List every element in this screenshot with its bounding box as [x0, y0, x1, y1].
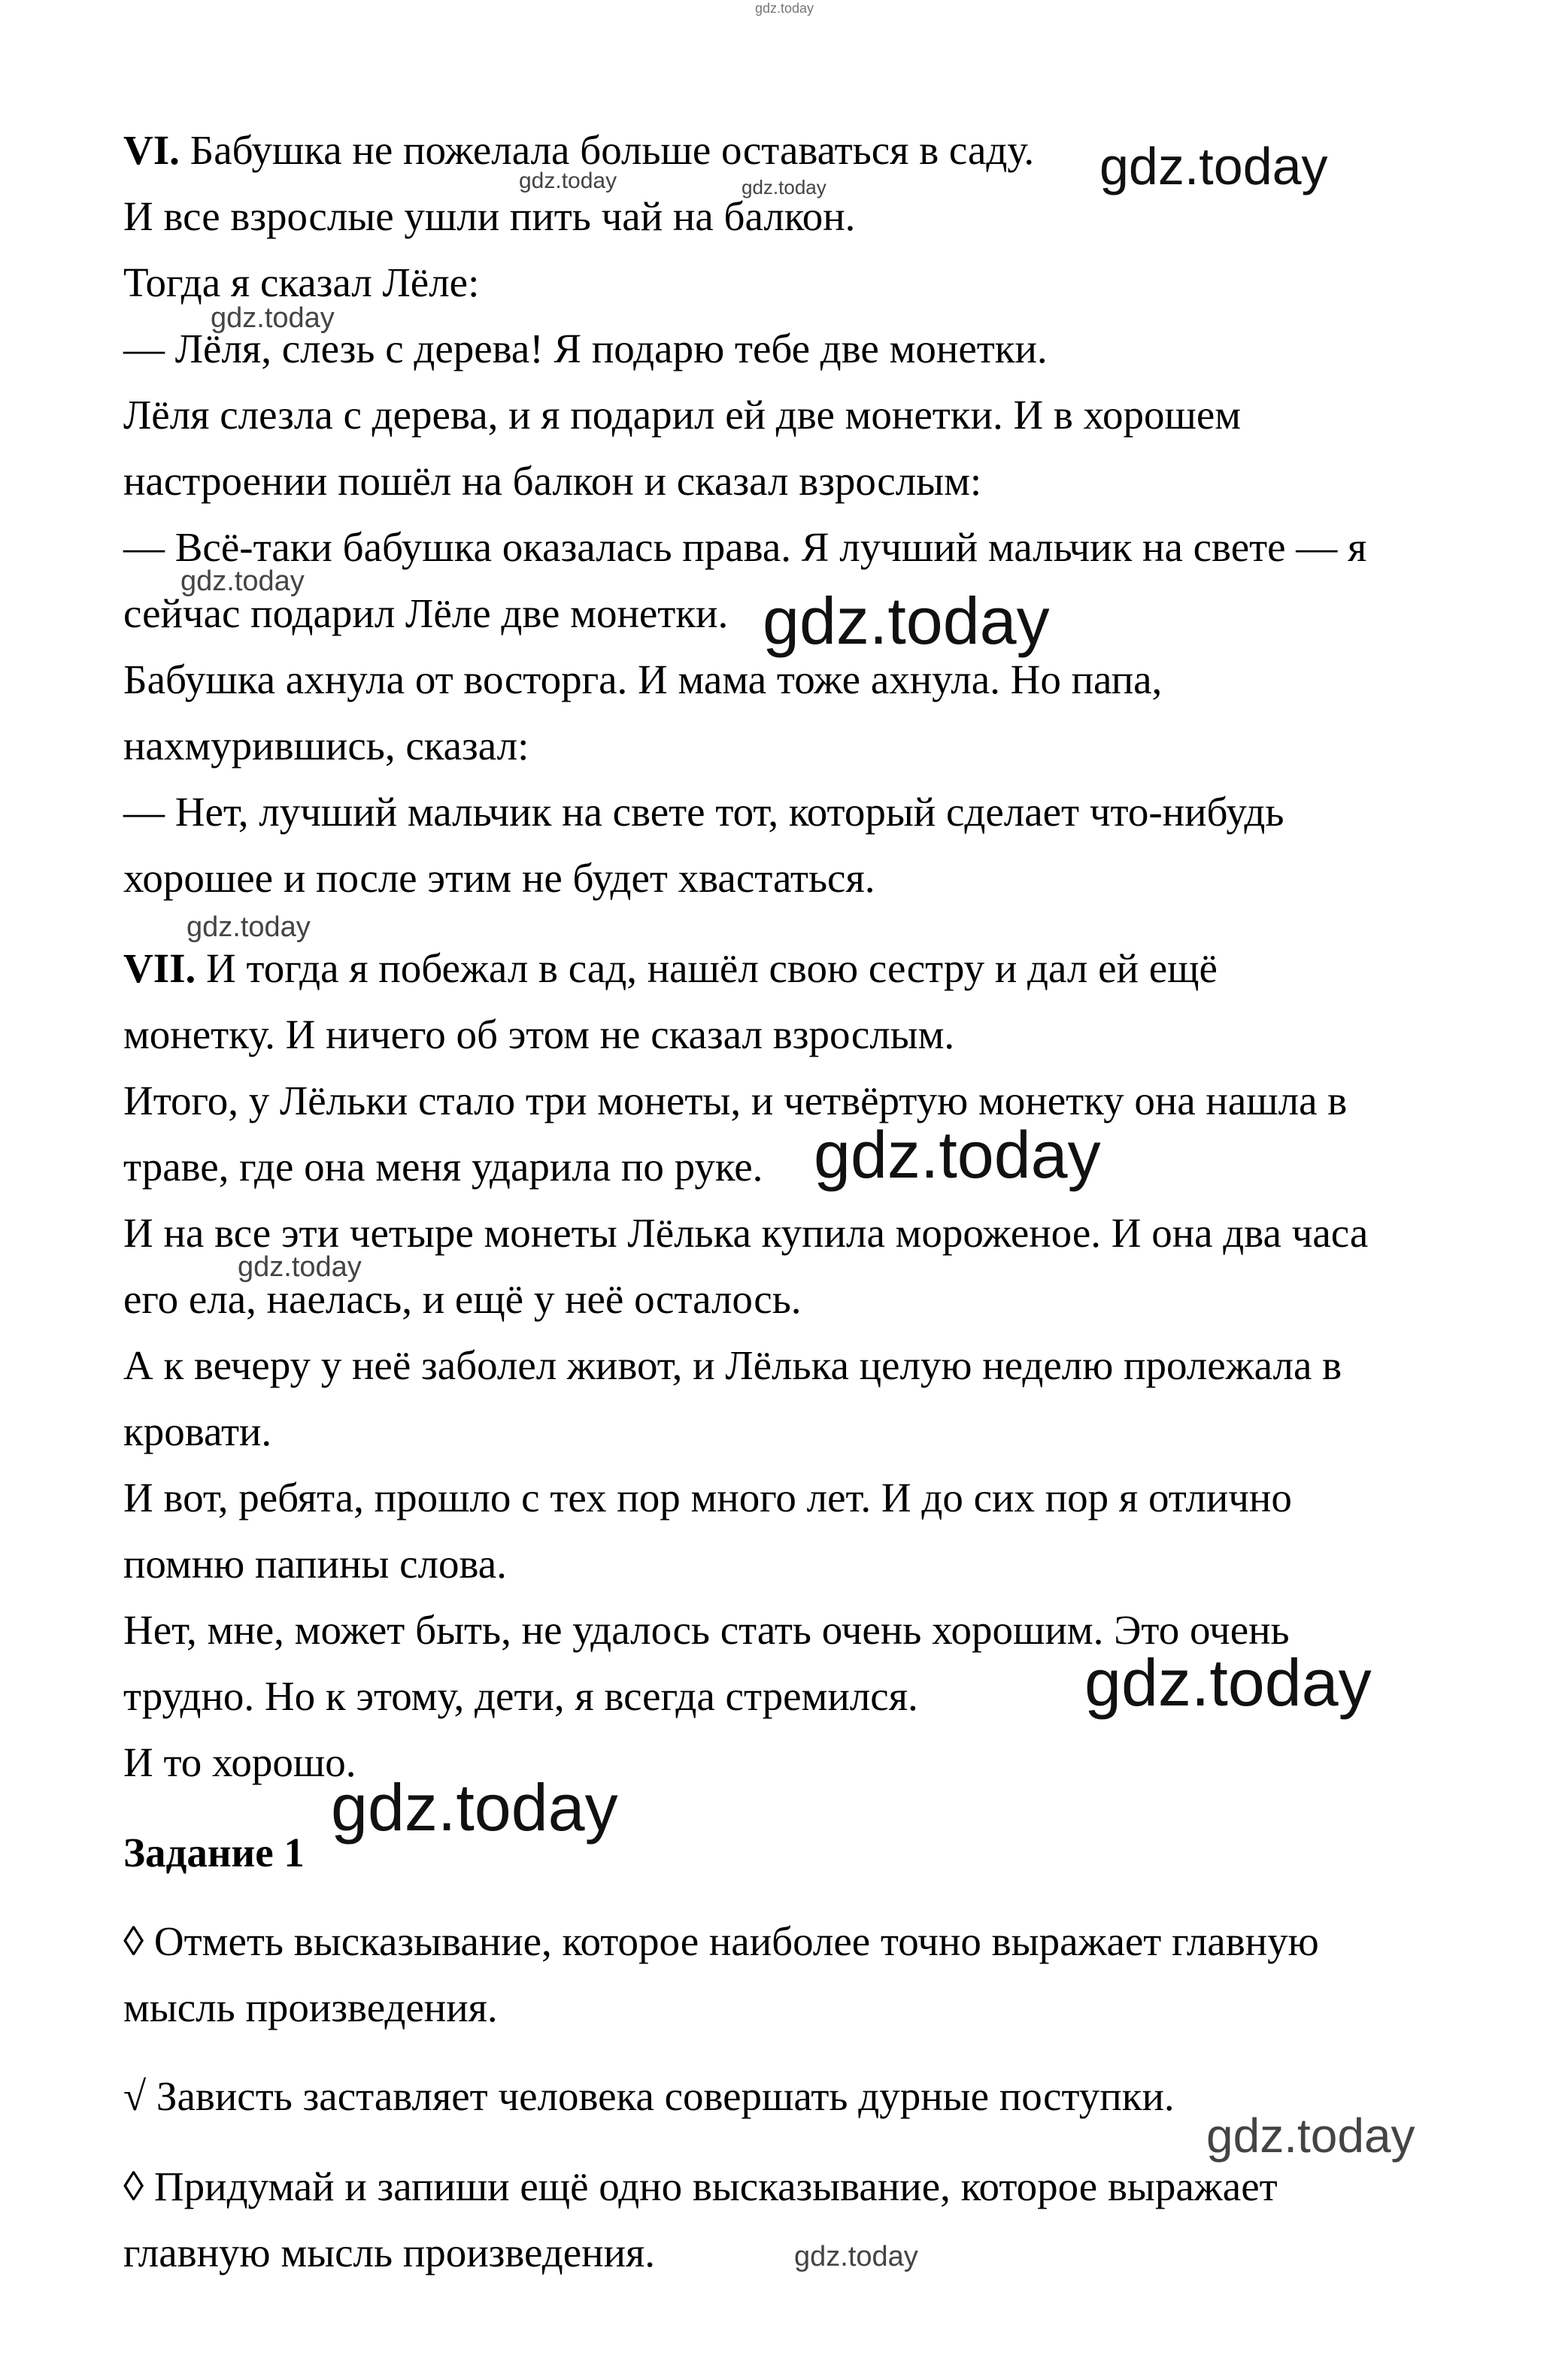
text-line: Итого, у Лёльки стало три монеты, и четвёртую монетку она нашла в — [123, 1078, 1348, 1123]
watermark: gdz.today — [1099, 137, 1328, 196]
text-line: помню папины слова. — [123, 1541, 507, 1587]
text-line: И вот, ребята, прошло с тех пор много лет. И до сих пор я отлично — [123, 1475, 1292, 1520]
watermark: gdz.today — [519, 168, 617, 193]
text-line: траве, где она меня ударила по руке. — [123, 1144, 763, 1190]
text-line: — Лёля, слезь с дерева! Я подарю тебе две монетки. — [123, 326, 1048, 371]
watermark: gdz.today — [755, 1, 814, 16]
text-line: Лёля слезла с дерева, и я подарил ей две монетки. И в хорошем — [123, 392, 1242, 438]
text-line: трудно. Но к этому, дети, я всегда стремился. — [123, 1673, 918, 1719]
watermark: gdz.today — [742, 176, 826, 199]
text-line: — Всё-таки бабушка оказалась права. Я лучший мальчик на свете — я — [123, 524, 1367, 570]
watermark: gdz.today — [211, 302, 335, 334]
watermark: gdz.today — [1206, 2109, 1415, 2163]
section-number-7: VII. — [123, 945, 196, 991]
text-line: Тогда я сказал Лёле: — [123, 259, 480, 305]
watermark: gdz.today — [1084, 1645, 1372, 1720]
text-line: Бабушка ахнула от восторга. И мама тоже ахнула. Но папа, — [123, 656, 1163, 702]
watermark: gdz.today — [794, 2241, 918, 2272]
task-question-2: главную мысль произведения. — [123, 2230, 656, 2275]
text-line: монетку. И ничего об этом не сказал взрослым. — [123, 1011, 955, 1057]
watermark: gdz.today — [180, 565, 305, 597]
text-line: его ела, наелась, и ещё у неё осталось. — [123, 1276, 802, 1322]
watermark: gdz.today — [187, 911, 311, 943]
text-line: хорошее и после этим не будет хвастаться. — [123, 855, 875, 901]
task-question-1: ◊ Отметь высказывание, которое наиболее точно выражает главную — [123, 1918, 1319, 1964]
text-line: Нет, мне, может быть, не удалось стать очень хорошим. Это очень — [123, 1607, 1290, 1653]
text-line: VII. И тогда я побежал в сад, нашёл свою сестру и дал ей ещё — [123, 945, 1218, 991]
watermark: gdz.today — [238, 1251, 362, 1283]
text-line: сейчас подарил Лёле две монетки. — [123, 590, 729, 636]
text-line: И все взрослые ушли пить чай на балкон. — [123, 193, 856, 239]
section-number-6: VI. — [123, 127, 180, 173]
task-question-2: ◊ Придумай и запиши ещё одно высказывание, которое выражает — [123, 2163, 1278, 2209]
watermark: gdz.today — [814, 1117, 1101, 1192]
text-line: настроении пошёл на балкон и сказал взрослым: — [123, 458, 982, 504]
task-question-1: мысль произведения. — [123, 1984, 498, 2030]
watermark: gdz.today — [763, 584, 1050, 658]
text-line: VI. Бабушка не пожелала больше оставаться в саду. — [123, 127, 1035, 173]
text-line: А к вечеру у неё заболел живот, и Лёлька целую неделю пролежала в — [123, 1342, 1342, 1388]
text-line: кровати. — [123, 1408, 272, 1454]
task-heading: Задание 1 — [123, 1830, 305, 1875]
text-line: нахмурившись, сказал: — [123, 723, 529, 769]
text-line: — Нет, лучший мальчик на свете тот, который сделает что-нибудь — [123, 789, 1284, 835]
watermark: gdz.today — [331, 1770, 618, 1845]
text-line: И то хорошо. — [123, 1739, 356, 1785]
task-answer: √ Зависть заставляет человека совершать дурные поступки. — [123, 2073, 1175, 2119]
text-line: И на все эти четыре монеты Лёлька купила мороженое. И она два часа — [123, 1210, 1369, 1256]
